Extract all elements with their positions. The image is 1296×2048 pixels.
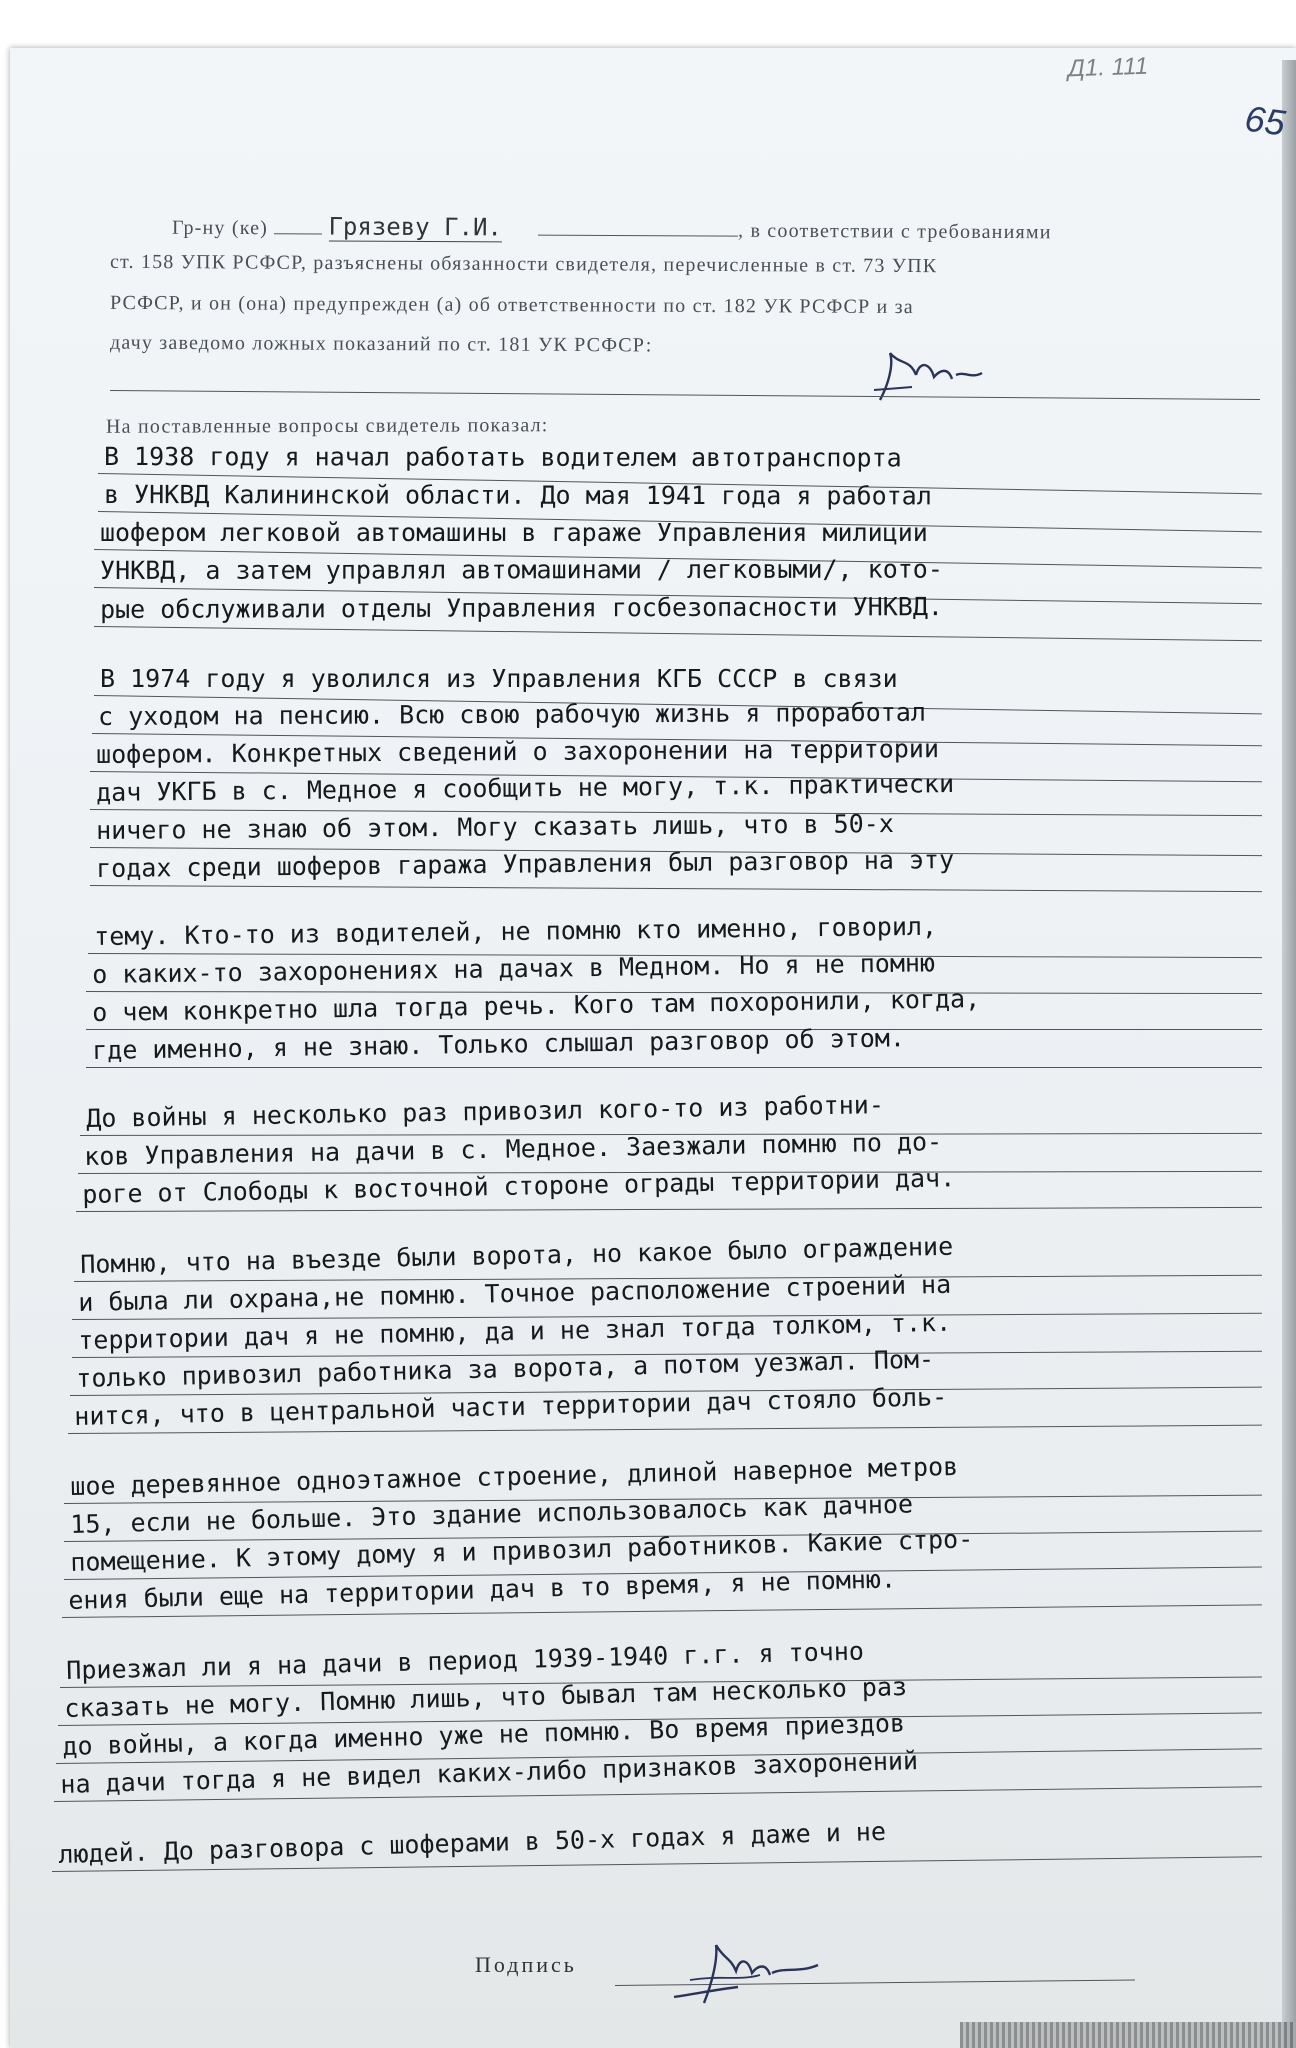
testimony-line: тему. Кто-то из водителей, не помню кто именно, говорил, <box>94 911 938 951</box>
header-line-3: РСФСР, и он (она) предупрежден (а) об ответственности по ст. 182 УК РСФСР и за <box>109 291 914 319</box>
header-prefix: Гр-ну (ке) <box>171 216 269 240</box>
testimony-line: До войны я несколько раз привозил кого-то из работни- <box>86 1090 885 1133</box>
testimony-line: годах среди шоферов гаража Управления был разговор на эту <box>96 845 955 883</box>
testimony-line: Помню, что на въезде были ворота, но какое было ограждение <box>80 1231 954 1279</box>
testimony-line: шое деревянное одноэтажное строение, длиной наверное метров <box>70 1451 959 1501</box>
testimony-line: В 1938 году я начал работать водителем автотранспорта <box>103 442 902 473</box>
testimony-line: сказать не могу. Помню лишь, что бывал там несколько раз <box>64 1671 908 1723</box>
testimony-line: и была ли охрана,не помню. Точное расположение строений на <box>78 1269 952 1317</box>
testimony-line: рые обслуживали отделы Управления госбезопасности УНКВД. <box>100 592 943 624</box>
testimony-line: о чем конкретно шла тогда речь. Кого там похоронили, когда, <box>92 984 981 1027</box>
signature-label: Подпись <box>475 1952 577 1977</box>
header-line-1 <box>172 212 1052 246</box>
testimony-line: шофером легковой автомашины в гараже Управления милиции <box>100 518 928 547</box>
testimony-line: где именно, я не знаю. Только слышал разговор об этом. <box>92 1023 906 1065</box>
testimony-line: на дачи тогда я не видел каких-либо признаков захоронений <box>60 1746 919 1799</box>
testimony-line: роге от Слободы к восточной стороне ограды территории дач. <box>82 1163 956 1209</box>
folio-number: 65 <box>1242 97 1288 144</box>
header-signature <box>860 345 1000 415</box>
bottom-signature <box>660 1935 830 2015</box>
testimony-line: о каких-то захоронениях на дачах в Медном. Но я не помню <box>92 948 936 989</box>
testimony-line: В 1974 году я уволился из Управления КГБ СССР в связи <box>100 664 898 693</box>
testimony-line: Приезжал ли я на дачи в период 1939-1940 г.г. я точно <box>66 1636 865 1685</box>
testimony-line: 15, если не больше. Это здание использовалось как дачное <box>70 1489 914 1539</box>
testimony-line: в УНКВД Калининской области. До мая 1941 года я работал <box>103 480 932 511</box>
testimony-line: ения были еще на территории дач в то время, я не помню. <box>68 1564 897 1615</box>
testimony-line: территории дач я не помню, да и не знал тогда толком, т.к. <box>78 1307 952 1355</box>
testimony-line: УНКВД, а затем управлял автомашинами / легковыми/, кото- <box>100 554 943 585</box>
header-suffix: , в соответствии с требованиями <box>738 219 1052 244</box>
testimony-line: дач УКГБ в с. Медное я сообщить не могу, т.к. практически <box>96 769 955 807</box>
binding-edge <box>960 2022 1296 2048</box>
testimony-line: нится, что в центральной части территории дач стояло боль- <box>74 1382 948 1431</box>
testimony-intro: На поставленные вопросы свидетель показал: <box>105 414 549 438</box>
witness-name: Грязеву Г.И. <box>328 212 502 242</box>
testimony-line: ков Управления на дачи в с. Медное. Заезжали помню по до- <box>84 1127 943 1171</box>
testimony-line: с уходом на пенсию. Всю свою рабочую жизнь я проработал <box>98 697 926 731</box>
testimony-line: ничего не знаю об этом. Могу сказать лишь, что в 50-х <box>96 809 894 845</box>
header-line-2: ст. 158 УПК РСФСР, разъяснены обязанности свидетеля, перечисленные в ст. 73 УПК <box>109 250 938 278</box>
testimony-line: шофером. Конкретных сведений о захоронении на территории <box>96 734 940 769</box>
testimony-line: до войны, а когда именно уже не помню. Во время приездов <box>62 1708 906 1761</box>
adjacent-page-edge <box>1282 60 1296 2048</box>
archive-number: Д1. 111 <box>1067 52 1149 83</box>
header-line-4: дачу заведомо ложных показаний по ст. 181 УК РСФСР: <box>109 331 653 357</box>
testimony-line: людей. До разговора с шоферами в 50-х годах я даже и не <box>58 1816 887 1869</box>
testimony-line: только привозил работника за ворота, а потом уезжал. Пом- <box>76 1344 935 1393</box>
testimony-line: помещение. К этому дому я и привозил работников. Какие стро- <box>70 1524 974 1577</box>
ruled-line <box>86 1067 1262 1068</box>
